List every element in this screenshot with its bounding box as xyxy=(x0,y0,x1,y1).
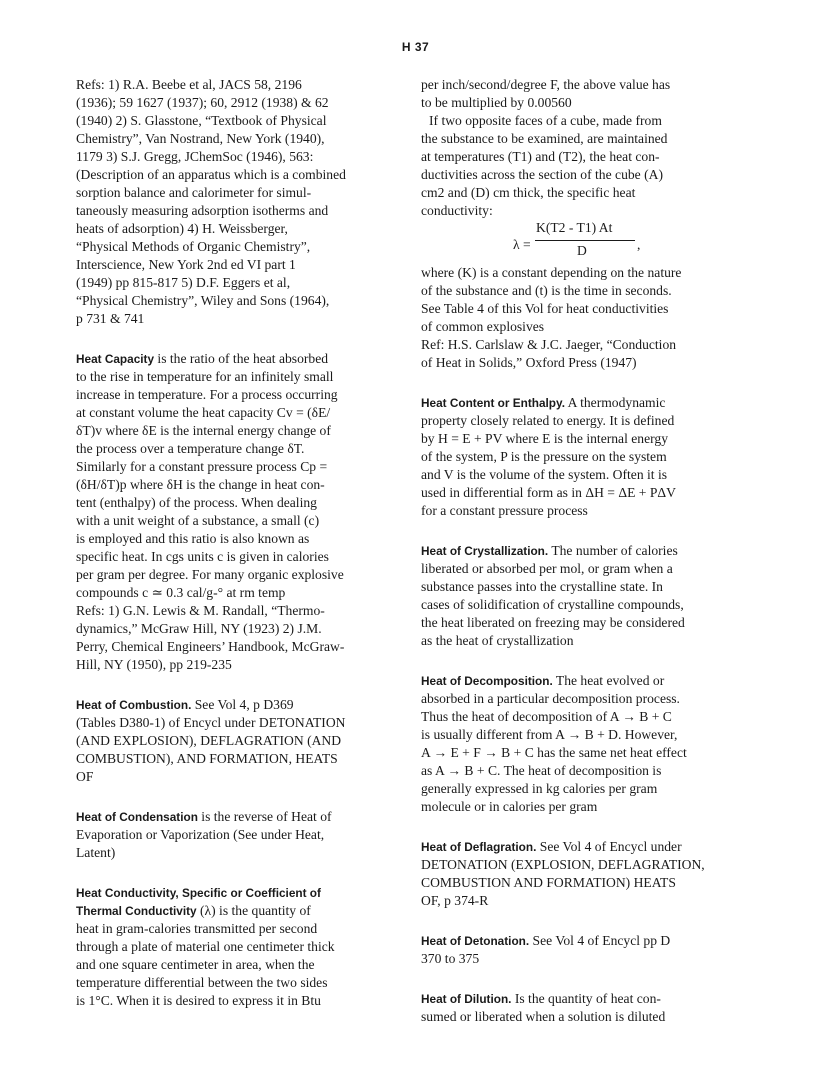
text-line: the heat liberated on freezing may be considered xyxy=(421,615,685,630)
text-line: liberated or absorbed per mol, or gram when a xyxy=(421,561,673,576)
conductivity-after xyxy=(421,264,741,372)
entry-heading: Heat of Dilution. xyxy=(421,992,512,1006)
entry-heat-conductivity xyxy=(76,884,396,1010)
text-line: sorption balance and calorimeter for simul- xyxy=(76,185,312,200)
conductivity-continuation xyxy=(421,76,741,220)
text-line: Ref: H.S. Carlslaw & J.C. Jaeger, “Conduction xyxy=(421,337,677,352)
text-line: is the ratio of the heat absorbed xyxy=(154,351,329,366)
text-line: generally expressed in kg calories per gram xyxy=(421,781,658,796)
text-line: A thermodynamic xyxy=(564,395,666,410)
text-line: See Table 4 of this Vol for heat conductivities xyxy=(421,301,669,316)
text-line: (δH/δT)p where δH is the change in heat con- xyxy=(76,477,325,492)
right-column xyxy=(421,76,741,1026)
page-number: H 37 xyxy=(401,40,430,54)
text-line: OF xyxy=(76,769,94,784)
text-line: Refs: 1) G.N. Lewis & M. Randall, “Thermo- xyxy=(76,603,325,618)
entry-heat-of-condensation xyxy=(76,808,396,862)
text-line: δT)v where δE is the internal energy change of xyxy=(76,423,331,438)
text-line: Hill, NY (1950), pp 219-235 xyxy=(76,657,232,672)
text-line: Similarly for a constant pressure process Cp = xyxy=(76,459,328,474)
text-line: Refs: 1) R.A. Beebe et al, JACS 58, 2196 xyxy=(76,77,302,92)
text-line: tent (enthalpy) of the process. When dealing xyxy=(76,495,317,510)
text-line: (λ) is the quantity of xyxy=(196,903,311,918)
entry-heading: Thermal Conductivity xyxy=(76,904,197,918)
conductivity-formula xyxy=(421,220,741,264)
text-line: per gram per degree. For many organic explosive xyxy=(76,567,344,582)
text-line: See Vol 4 of Encycl pp D xyxy=(529,933,671,948)
text-line: to be multiplied by 0.00560 xyxy=(421,95,572,110)
text-line: increase in temperature. For a process occurring xyxy=(76,387,338,402)
fraction-bar xyxy=(535,240,635,241)
formula-comma: , xyxy=(637,237,641,252)
text-line: used in differential form as in ΔH = ΔE + PΔV xyxy=(421,485,676,500)
text-line: p 731 & 741 xyxy=(76,311,145,326)
entry-heading: Heat of Detonation. xyxy=(421,934,530,948)
text-line: “Physical Methods of Organic Chemistry”, xyxy=(76,239,311,254)
text-line: the process over a temperature change δT. xyxy=(76,441,305,456)
text-line: property closely related to energy. It is defined xyxy=(421,413,675,428)
text-line: to the rise in temperature for an infinitely small xyxy=(76,369,334,384)
entry-heat-of-combustion xyxy=(76,696,396,786)
text-line: Thus the heat of decomposition of A → B + C xyxy=(421,709,672,724)
entry-heat-of-decomposition xyxy=(421,672,741,816)
text-line: Perry, Chemical Engineers’ Handbook, McGraw- xyxy=(76,639,345,654)
entry-heading: Heat Conductivity, Specific or Coefficient of xyxy=(76,886,321,900)
entry-heading: Heat of Condensation xyxy=(76,810,198,824)
text-line: at temperatures (T1) and (T2), the heat con- xyxy=(421,149,660,164)
text-line: of Heat in Solids,” Oxford Press (1947) xyxy=(421,355,637,370)
text-line: The number of calories xyxy=(548,543,678,558)
text-line: (1940) 2) S. Glasstone, “Textbook of Physical xyxy=(76,113,327,128)
text-line: at constant volume the heat capacity Cv = (δE/ xyxy=(76,405,331,420)
text-line: (1949) pp 815-817 5) D.F. Eggers et al, xyxy=(76,275,291,290)
entry-heat-of-deflagration xyxy=(421,838,741,910)
text-line: molecule or in calories per gram xyxy=(421,799,598,814)
refs-paragraph xyxy=(76,76,396,328)
text-line: COMBUSTION AND FORMATION) HEATS xyxy=(421,875,676,890)
text-line: and one square centimeter in area, when the xyxy=(76,957,315,972)
text-line: Is the quantity of heat con- xyxy=(511,991,661,1006)
text-line: taneously measuring adsorption isotherms and xyxy=(76,203,329,218)
text-line: (AND EXPLOSION), DEFLAGRATION (AND xyxy=(76,733,342,748)
left-column xyxy=(76,76,396,1010)
text-line: heat in gram-calories transmitted per second xyxy=(76,921,318,936)
text-line: and V is the volume of the system. Often it is xyxy=(421,467,668,482)
entry-heading: Heat of Combustion. xyxy=(76,698,192,712)
entry-heading: Heat of Decomposition. xyxy=(421,674,553,688)
text-line: by H = E + PV where E is the internal energy xyxy=(421,431,669,446)
text-line: OF, p 374-R xyxy=(421,893,489,908)
text-line: cm2 and (D) cm thick, the specific heat xyxy=(421,185,636,200)
text-line: specific heat. In cgs units c is given in calories xyxy=(76,549,329,564)
text-line: is usually different from A → B + D. However, xyxy=(421,727,678,742)
text-line: 1179 3) S.J. Gregg, JChemSoc (1946), 563: xyxy=(76,149,314,164)
text-line: per inch/second/degree F, the above value has xyxy=(421,77,671,92)
formula-denominator: D xyxy=(577,243,587,258)
text-line: substance passes into the crystalline state. In xyxy=(421,579,663,594)
text-line: sumed or liberated when a solution is diluted xyxy=(421,1009,666,1024)
text-line: is the reverse of Heat of xyxy=(197,809,332,824)
text-line: as the heat of crystallization xyxy=(421,633,574,648)
text-line: of the system, P is the pressure on the system xyxy=(421,449,667,464)
formula-lhs: λ = xyxy=(513,237,531,252)
text-line: DETONATION (EXPLOSION, DEFLAGRATION, xyxy=(421,857,705,872)
text-line: ductivities across the section of the cube (A) xyxy=(421,167,663,182)
entry-heading: Heat Content or Enthalpy. xyxy=(421,396,565,410)
entry-heat-of-crystallization xyxy=(421,542,741,650)
text-line: is 1°C. When it is desired to express it in Btu xyxy=(76,993,321,1008)
text-line: where (K) is a constant depending on the nature xyxy=(421,265,682,280)
entry-heat-of-detonation xyxy=(421,932,741,968)
text-line: 370 to 375 xyxy=(421,951,480,966)
text-line: Latent) xyxy=(76,845,116,860)
text-line: See Vol 4, p D369 xyxy=(191,697,294,712)
entry-heading: Heat of Crystallization. xyxy=(421,544,549,558)
text-line: If two opposite faces of a cube, made from xyxy=(429,113,662,128)
text-line: (1936); 59 1627 (1937); 60, 2912 (1938) & 62 xyxy=(76,95,329,110)
text-line: conductivity: xyxy=(421,203,493,218)
text-line: heats of adsorption) 4) H. Weissberger, xyxy=(76,221,288,236)
text-line: dynamics,” McGraw Hill, NY (1923) 2) J.M. xyxy=(76,621,322,636)
text-line: for a constant pressure process xyxy=(421,503,588,518)
text-line: A → E + F → B + C has the same net heat effect xyxy=(421,745,687,760)
text-line: COMBUSTION), AND FORMATION, HEATS xyxy=(76,751,338,766)
text-line: (Description of an apparatus which is a combined xyxy=(76,167,346,182)
text-line: is employed and this ratio is also known as xyxy=(76,531,310,546)
text-line: through a plate of material one centimeter thick xyxy=(76,939,335,954)
entry-heat-content xyxy=(421,394,741,520)
text-line: See Vol 4 of Encycl under xyxy=(536,839,682,854)
text-line: absorbed in a particular decomposition process. xyxy=(421,691,680,706)
text-line: Interscience, New York 2nd ed VI part 1 xyxy=(76,257,296,272)
text-line: with a unit weight of a substance, a small (c) xyxy=(76,513,320,528)
entry-heat-of-dilution xyxy=(421,990,741,1026)
text-line: compounds c ≃ 0.3 cal/g-° at rm temp xyxy=(76,585,286,600)
text-line: Evaporation or Vaporization (See under Heat, xyxy=(76,827,325,842)
entry-heading: Heat Capacity xyxy=(76,352,155,366)
text-line: The heat evolved or xyxy=(552,673,665,688)
text-line: cases of solidification of crystalline compounds, xyxy=(421,597,684,612)
text-line: of common explosives xyxy=(421,319,545,334)
text-line: “Physical Chemistry”, Wiley and Sons (1964), xyxy=(76,293,330,308)
text-line: (Tables D380-1) of Encycl under DETONATION xyxy=(76,715,346,730)
formula-numerator: K(T2 - T1) At xyxy=(536,220,613,235)
text-line: Chemistry”, Van Nostrand, New York (1940), xyxy=(76,131,325,146)
entry-heat-capacity xyxy=(76,350,396,674)
text-line: as A → B + C. The heat of decomposition is xyxy=(421,763,662,778)
text-line: of the substance and (t) is the time in seconds. xyxy=(421,283,672,298)
text-line: the substance to be examined, are maintained xyxy=(421,131,668,146)
entry-heading: Heat of Deflagration. xyxy=(421,840,537,854)
text-line: temperature differential between the two sides xyxy=(76,975,328,990)
